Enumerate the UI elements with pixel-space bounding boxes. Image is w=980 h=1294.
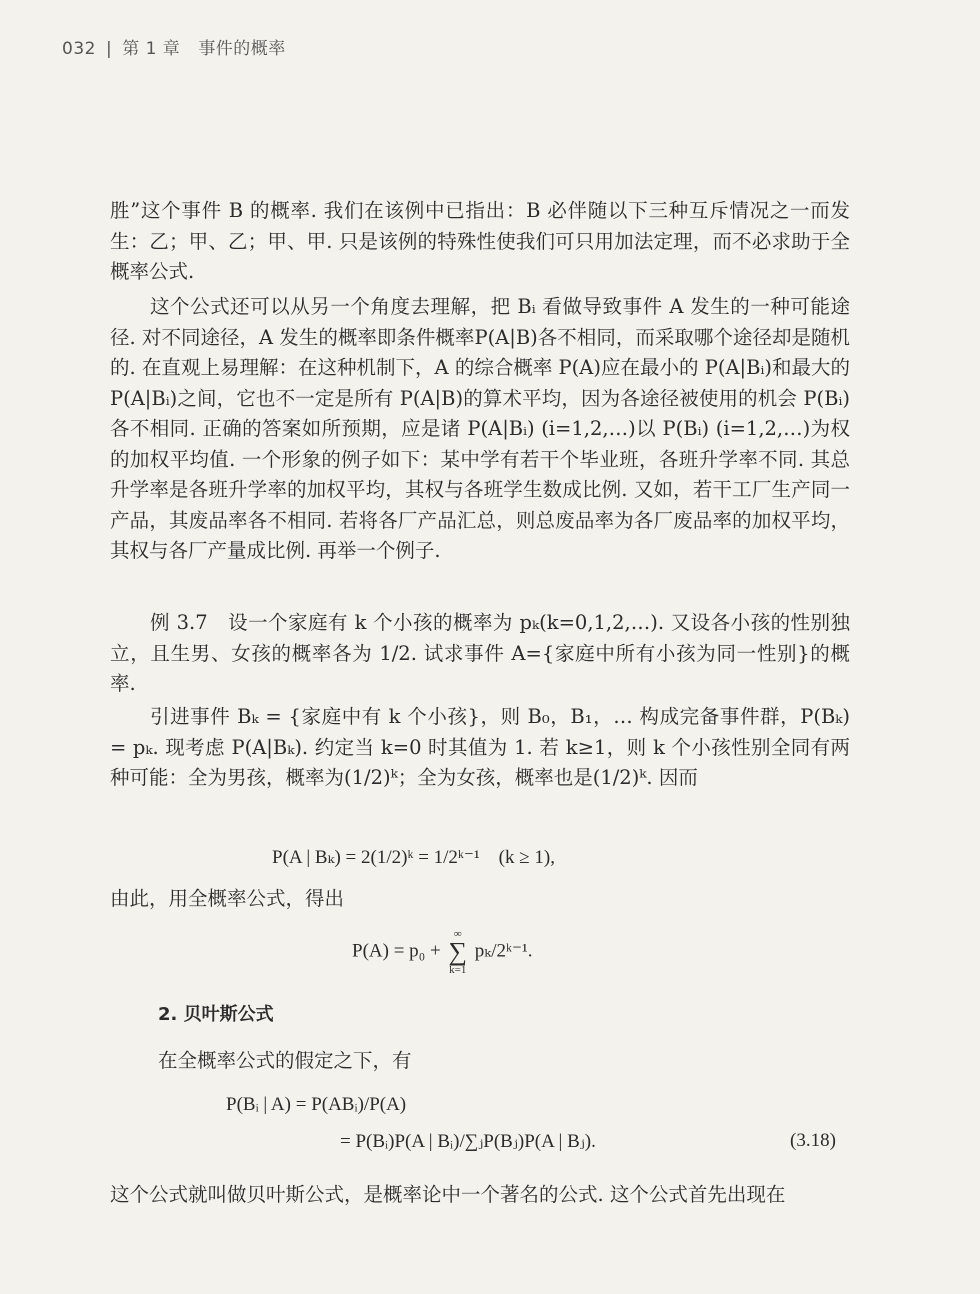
chapter-label: 第 1 章 [122,39,181,59]
sum-upper: ∞ [453,928,462,940]
paragraph-5: 在全概率公式的假定之下，有 [158,1049,412,1072]
equation-2 [352,928,532,976]
chapter-title: 事件的概率 [198,39,286,59]
page-number: 032 [62,39,96,59]
eq2-left: P(A) = p₀ + [352,940,441,962]
paragraph-3: 引进事件 Bₖ = {家庭中有 k 个小孩}，则 B₀，B₁，… 构成完备事件群，P(Bₖ) = pₖ. 现考虑 P(A|Bₖ). 约定当 k=0 时其值为 1. 若 k≥1，则 k 个小孩性别全同有两种可能：全为男孩，概率为(1/2)ᵏ；全为女孩，概率也是(1/2)ᵏ. 因而 [110,705,850,789]
paragraph-1: 胜”这个事件 B 的概率. 我们在该例中已指出：B 必伴随以下三种互斥情况之一而发生：乙；甲、乙；甲、甲. 只是该例的特殊性使我们可只用加法定理，而不必求助于全概率公式. [110,199,850,283]
page-header [62,34,286,59]
header-separator: | [105,39,113,59]
equation-1: P(A | Bₖ) = 2(1/2)ᵏ = 1/2ᵏ⁻¹ (k ≥ 1), [272,847,555,868]
equation-3-line-2: = P(Bᵢ)P(A | Bᵢ)/∑ⱼP(Bⱼ)P(A | Bⱼ). [340,1131,596,1152]
sum-sign: ∑ [448,937,468,966]
equation-3-line-1: P(Bᵢ | A) = P(ABᵢ)/P(A) [226,1094,407,1115]
sum-lower: k=1 [449,964,467,976]
summation-symbol [449,928,468,976]
equation-number: (3.18) [790,1130,836,1151]
paragraph-4: 由此，用全概率公式，得出 [110,887,345,910]
section-title: 2. 贝叶斯公式 [158,1004,274,1025]
eq2-right: pₖ/2ᵏ⁻¹. [474,940,533,962]
paragraph-2: 这个公式还可以从另一个角度去理解，把 Bᵢ 看做导致事件 A 发生的一种可能途径. 对不同途径，A 发生的概率即条件概率P(A|B)各不相同，而采取哪个途径却是随机的. 在直观上易理解：在这种机制下，A 的综合概率 P(A)应在最小的 P(A|Bᵢ)和最大的 P(A|Bᵢ)之间，它也不一定是所有 P(A|B)的算术平均，因为各途径被使用的机会 P(Bᵢ)各不相同. 正确的答案如所预期，应是诸 P(A|Bᵢ) (i=1,2,…)以 P(Bᵢ) (i=1,2,…)为权的加权平均值. 一个形象的例子如下：某中学有若干个毕业班，各班升学率不同. 其总升学率是各班升学率的加权平均，其权与各班学生数成比例. 又如，若干工厂生产同一产品，其废品率各不相同. 若将各厂产品汇总，则总废品率为各厂废品率的加权平均，其权与各厂产量成比例. 再举一个例子. [110,295,850,562]
paragraph-6: 这个公式就叫做贝叶斯公式，是概率论中一个著名的公式. 这个公式首先出现在 [110,1183,786,1206]
example-3-7: 例 3.7 设一个家庭有 k 个小孩的概率为 pₖ(k=0,1,2,…). 又设各小孩的性别独立，且生男、女孩的概率各为 1/2. 试求事件 A={家庭中所有小孩为同一性别}的概率. [110,611,850,695]
